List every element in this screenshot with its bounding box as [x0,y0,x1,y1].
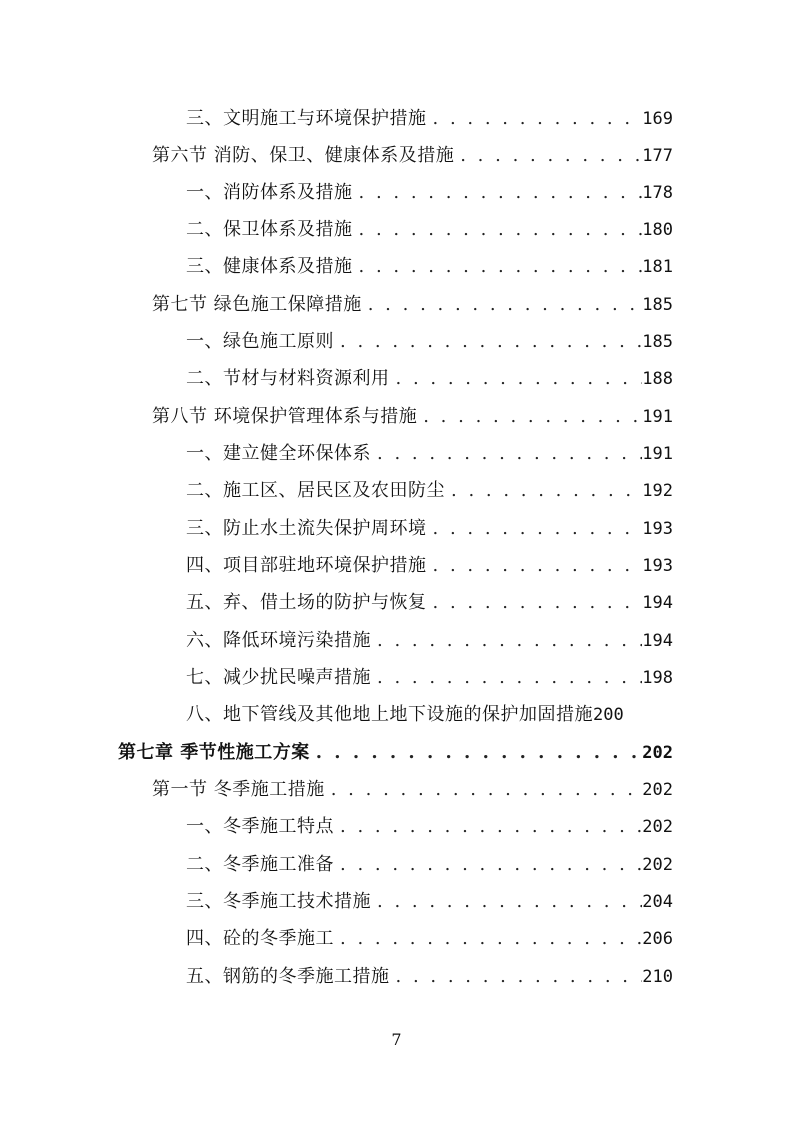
toc-entry[interactable] [186,178,673,208]
dot-leader [353,178,643,208]
dot-leader [371,663,642,693]
dot-leader [353,252,643,282]
dot-leader [362,290,643,320]
toc-entry-title: 二、保卫体系及措施 [186,219,353,240]
toc-entry[interactable] [186,104,673,134]
toc-entry-page: 191 [642,444,673,464]
dot-leader [427,514,643,544]
toc-entry[interactable] [186,850,673,880]
toc-entry-page: 202 [642,855,673,875]
toc-entry-page: 193 [642,519,673,539]
toc-entry-page: 200 [593,705,624,725]
toc-entry[interactable] [186,812,673,842]
toc-entry[interactable] [186,215,673,245]
toc-entry-title: 二、施工区、居民区及农田防尘 [186,480,445,501]
dot-leader [390,364,643,394]
toc-entry-page: 206 [642,929,673,949]
toc-entry-title: 第七节 绿色施工保障措施 [152,294,362,315]
toc-entry-page: 194 [642,593,673,613]
toc-entry-page: 178 [642,183,673,203]
toc-entry[interactable] [186,887,673,917]
dot-leader [334,327,642,357]
toc-entry[interactable] [186,626,673,656]
dot-leader [371,626,642,656]
dot-leader [371,887,642,917]
dot-leader [334,850,642,880]
toc-entry-page: 198 [642,668,673,688]
toc-entry-page: 180 [642,220,673,240]
toc-entry[interactable] [152,141,673,171]
dot-leader [445,476,642,506]
toc-entry[interactable] [186,663,673,693]
toc-entry-page: 202 [642,780,673,800]
dot-leader [325,775,643,805]
dot-leader [310,738,643,768]
toc-entry-page: 177 [642,146,673,166]
dot-leader [390,962,643,992]
toc-entry-title: 四、项目部驻地环境保护措施 [186,555,427,576]
toc-entry[interactable] [186,551,673,581]
toc-entry-title: 二、冬季施工准备 [186,854,334,875]
dot-leader [454,141,642,171]
toc-entry[interactable] [186,588,673,618]
toc-entry-title: 三、冬季施工技术措施 [186,891,371,912]
toc-chapter-entry[interactable] [118,738,673,768]
toc-entry[interactable] [152,290,673,320]
toc-entry-title: 四、砼的冬季施工 [186,928,334,949]
toc-entry-page: 169 [642,109,673,129]
toc-entry-page: 188 [642,369,673,389]
toc-entry-page: 194 [642,631,673,651]
page-number: 7 [391,1030,402,1049]
toc-entry[interactable] [186,327,673,357]
toc-entry[interactable] [186,364,673,394]
toc-entry[interactable] [186,439,673,469]
toc-entry-page: 191 [642,407,673,427]
toc-entry-page: 202 [642,817,673,837]
toc-entry[interactable] [186,962,673,992]
toc-entry-title: 一、建立健全环保体系 [186,443,371,464]
dot-leader [334,812,642,842]
dot-leader [353,215,643,245]
toc-entry-title: 二、节材与材料资源利用 [186,368,390,389]
toc-entry-title: 三、健康体系及措施 [186,256,353,277]
toc-entry-page: 185 [642,332,673,352]
toc-entry-title: 七、减少扰民噪声措施 [186,667,371,688]
dot-leader [427,551,643,581]
toc-entry-page: 210 [642,967,673,987]
toc-entry-title: 第一节 冬季施工措施 [152,779,325,800]
toc-entry-title: 八、地下管线及其他地上地下设施的保护加固措施 [186,704,593,725]
toc-entry-title: 五、弃、借土场的防护与恢复 [186,592,427,613]
toc-entry-title: 第七章 季节性施工方案 [118,742,310,763]
toc-entry-page: 185 [642,295,673,315]
toc-entry[interactable] [152,775,673,805]
toc-entry-title: 第六节 消防、保卫、健康体系及措施 [152,145,455,166]
dot-leader [334,924,642,954]
toc-entry-page: 192 [642,481,673,501]
toc-entry-title: 第八节 环境保护管理体系与措施 [152,406,418,427]
toc-entry-page: 193 [642,556,673,576]
toc-entry-title: 一、消防体系及措施 [186,182,353,203]
toc-entry-page: 202 [642,743,673,763]
toc-entry[interactable] [186,252,673,282]
toc-entry-page: 181 [642,257,673,277]
toc-entry[interactable] [186,476,673,506]
dot-leader [427,104,643,134]
toc-entry-title: 六、降低环境污染措施 [186,630,371,651]
toc-entry-title: 五、钢筋的冬季施工措施 [186,966,390,987]
dot-leader [371,439,642,469]
toc-entry-title: 一、绿色施工原则 [186,331,334,352]
toc-entry[interactable] [186,700,673,730]
dot-leader [417,402,642,432]
toc-entry-title: 三、防止水土流失保护周环境 [186,518,427,539]
dot-leader [427,588,643,618]
toc-entry-page: 204 [642,892,673,912]
toc-entry-title: 三、文明施工与环境保护措施 [186,108,427,129]
toc-entry-title: 一、冬季施工特点 [186,816,334,837]
toc-entry[interactable] [186,924,673,954]
toc-entry[interactable] [186,514,673,544]
toc-entry[interactable] [152,402,673,432]
